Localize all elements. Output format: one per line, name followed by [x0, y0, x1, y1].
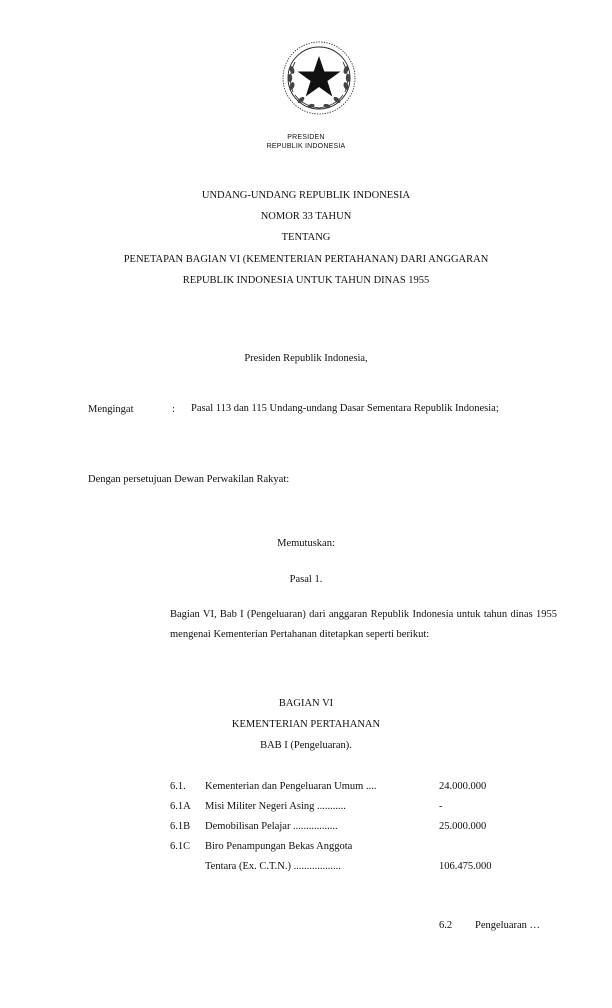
persetujuan-text: Dengan persetujuan Dewan Perwakilan Rakyat:: [88, 474, 290, 485]
budget-item-label: Demobilisan Pelajar .................: [205, 821, 338, 832]
budget-item: [0, 797, 612, 817]
budget-item-value: 106.475.000: [439, 861, 492, 872]
budget-item-value: -: [439, 801, 443, 812]
budget-item-number: 6.1A: [170, 801, 191, 812]
budget-list: [0, 777, 612, 877]
budget-item: [0, 777, 612, 797]
continuation-text: Pengeluaran …: [475, 920, 541, 931]
budget-item-label: Tentara (Ex. C.T.N.) ..................: [205, 861, 341, 872]
budget-item: [0, 817, 612, 837]
budget-item-label: Misi Militer Negeri Asing ...........: [205, 801, 346, 812]
emblem-caption-line2: REPUBLIK INDONESIA: [266, 143, 346, 150]
budget-item-number: 6.1B: [170, 821, 191, 832]
president-line: Presiden Republik Indonesia,: [244, 353, 368, 364]
budget-item-number: 6.1.: [170, 781, 186, 792]
budget-item: [0, 857, 612, 877]
section-part: BAGIAN VI: [278, 698, 334, 709]
emblem-caption-line1: PRESIDEN: [287, 134, 325, 141]
section-ministry: KEMENTERIAN PERTAHANAN: [231, 719, 381, 730]
budget-item: [0, 837, 612, 857]
continuation-number: 6.2: [439, 920, 453, 931]
law-title: UNDANG-UNDANG REPUBLIK INDONESIA: [201, 190, 411, 201]
budget-item-value: 24.000.000: [439, 781, 487, 792]
mengingat-text: Pasal 113 dan 115 Undang-undang Dasar Sementara Republik Indonesia;: [191, 403, 499, 414]
section-chapter: BAB I (Pengeluaran).: [260, 740, 352, 751]
pasal-text: Bagian VI, Bab I (Pengeluaran) dari anggaran Republik Indonesia untuk tahun dinas 1955 mengenai Kementerian Pertahanan ditetapkan seperti berikut:: [170, 609, 557, 640]
law-subject-line2: REPUBLIK INDONESIA UNTUK TAHUN DINAS 1955: [182, 275, 430, 286]
budget-item-label: Biro Penampungan Bekas Anggota: [205, 841, 353, 852]
memutuskan-heading: Memutuskan:: [277, 538, 335, 549]
garuda-star-emblem-icon: [281, 40, 357, 116]
budget-item-number: 6.1C: [170, 841, 191, 852]
law-number: NOMOR 33 TAHUN: [260, 211, 352, 222]
law-subject-line1: PENETAPAN BAGIAN VI (KEMENTERIAN PERTAHANAN) DARI ANGGARAN: [123, 254, 489, 265]
pasal-title: Pasal 1.: [289, 574, 323, 585]
budget-item-value: 25.000.000: [439, 821, 487, 832]
law-about: TENTANG: [281, 232, 331, 243]
budget-item-label: Kementerian dan Pengeluaran Umum ....: [205, 781, 377, 792]
mengingat-colon: :: [172, 404, 175, 415]
mengingat-label: Mengingat: [88, 404, 134, 415]
